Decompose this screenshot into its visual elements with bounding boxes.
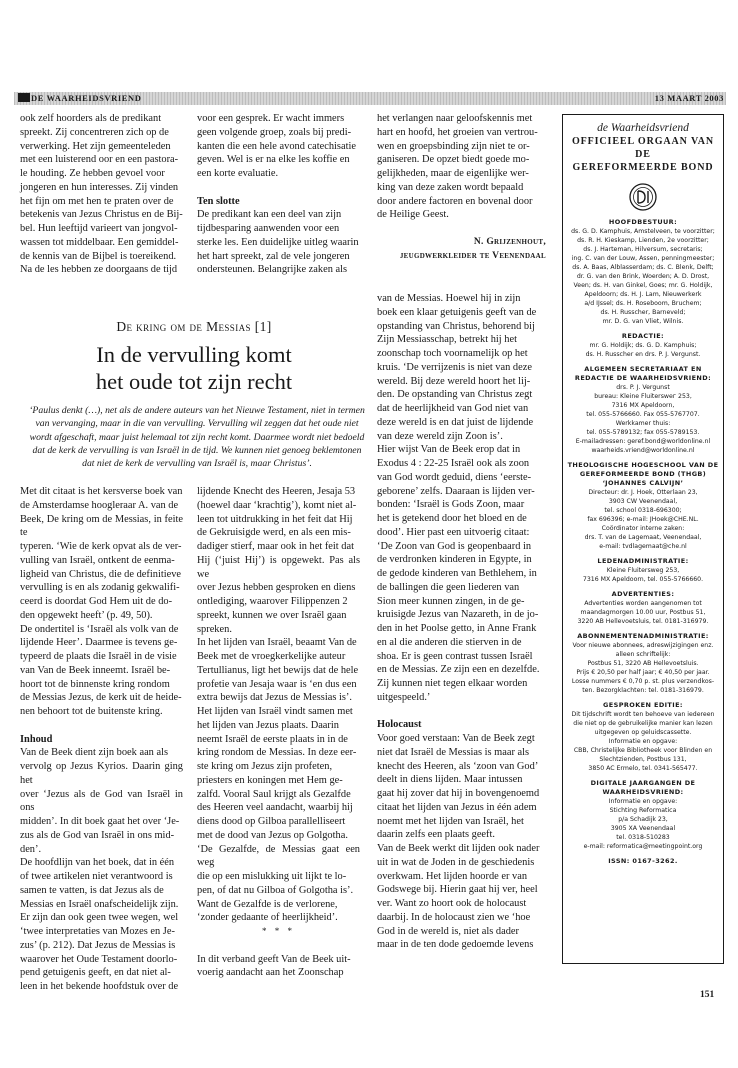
colophon-line: 3903 CW Veenendaal,	[608, 498, 678, 505]
author-role: jeugdwerkleider te Veenendaal	[399, 250, 546, 261]
text-line: In dit verband geeft Van de Beek uit-	[197, 953, 351, 965]
text-line: voor een gesprek. Er wacht immers	[197, 113, 345, 124]
text-line: van vervanging, maar in die van vervulling. Vervulling wil zeggen dat het oude niet	[35, 418, 359, 430]
text-line: zus’ (p. 212). Dat Jezus de Messias is	[20, 939, 176, 951]
colophon-line: fax 696396; e-mail: JHoek@CHE.NL.	[587, 516, 699, 523]
text-line: het is getekend door het bloed en de	[377, 513, 527, 524]
colophon-heading: ABONNEMENTENADMINISTRATIE:	[577, 632, 709, 640]
colophon-line: ten. Bezorgklachten: tel. 0181-316979.	[582, 687, 704, 694]
text-line: gaat hij zover dat hij in bovengenoemd	[377, 788, 540, 799]
text-line: Zij kunnen niet tegen elkaar worden	[377, 678, 528, 689]
text-line: hoort tot de binnenste kring rondom	[20, 678, 170, 690]
colophon-line: Slechtzienden, Postbus 131,	[599, 756, 687, 763]
text-line: opstanding van Christus, behorend bij	[377, 320, 535, 332]
text-line: God in de wereld is, niet als dader	[377, 925, 519, 937]
colophon-line: mr. D. G. van Vliet, Wilnis.	[602, 318, 684, 325]
text-line: Van de Beek dient zijn boek aan als	[20, 747, 169, 759]
text-line: de kennis van de Bijbel is toereikend.	[20, 250, 177, 262]
text-line: dat de heerlijkheid van God niet van	[377, 403, 529, 414]
colophon-line: ds. H. Russcher, Barneveld;	[600, 309, 686, 316]
text-line: extra bewijs dat Jezus de Messias is’.	[197, 692, 352, 704]
text-line: de Gekruisigde werd, en als een mis-	[197, 527, 351, 539]
text-line: geborene’ zelfs. Daaraan is lijden ver-	[377, 485, 535, 497]
colophon-line: tel. 0318-510283	[616, 834, 670, 841]
publication-name: DE WAARHEIDSVRIEND	[14, 92, 146, 105]
colophon-line: die niet op de gebruikelijke manier kan lezen	[573, 720, 713, 727]
text-line: deelt in diens lijden. Maar intussen	[377, 774, 523, 786]
text-line: ganiseren. De opzet biedt goede mo-	[377, 154, 530, 166]
text-line: of twee artikelen niet verantwoord is	[20, 871, 173, 882]
colophon-line: Voor nieuwe abonnees, adreswijzigingen enz.	[572, 642, 714, 649]
colophon-line: p/a Schadijk 23,	[618, 816, 668, 823]
text-line: door andere factoren en bovenal door	[377, 195, 533, 207]
publication-logo-icon	[18, 93, 30, 102]
section-divider: * * *	[262, 926, 295, 936]
text-line: hart en hoofd, het groeien van vertrou-	[377, 126, 538, 138]
text-line: wereld. Bij deze wereld hoort het lij-	[377, 375, 531, 387]
text-line: diens dood op Gilboa parallelliseert	[197, 816, 346, 827]
text-line: zoonschap toch voornamelijk op het	[377, 348, 528, 359]
text-line: dat de kerk de vervulling is van Israël in de tijd. We kunnen niet genoeg beklemtonen	[32, 444, 362, 456]
text-line: Beek met de vroegkerkelijke auteur	[197, 651, 346, 662]
text-line: maar in de ten dode gedoemde levens	[377, 939, 534, 951]
colophon-line: tel. 055-5766660. Fax 055-5767707.	[586, 411, 700, 418]
colophon-heading: GESPROKEN EDITIE:	[603, 701, 683, 709]
colophon-heading: THEOLOGISCHE HOGESCHOOL VAN DE GEREFORMEERDE BOND (THGB) ‘JOHANNES CALVIJN’	[567, 461, 719, 487]
text-line: waarover het Oude Testament doorlo-	[20, 953, 178, 965]
text-line: samen te vatten, is dat Jezus als de	[20, 884, 164, 896]
colophon-line: Kleine Fluitersweg 253,	[606, 567, 680, 574]
text-line: vervolg op Jezus Kyrios. Daarin ging het	[20, 761, 183, 786]
page-number: 151	[700, 990, 715, 1000]
text-line: kring rondom de Messias. In deze eer-	[197, 747, 357, 759]
colophon-heading: ISSN: 0167-3262.	[608, 857, 678, 865]
text-line: met een luisterend oor en een pastora-	[20, 154, 179, 166]
colophon-heading: ALGEMEEN SECRETARIAAT EN REDACTIE DE WAARHEIDSVRIEND:	[574, 365, 712, 382]
text-line: ‘De Zoon van God is geopenbaard in	[377, 540, 532, 552]
text-line: Met dit citaat is het kersverse boek van	[20, 486, 183, 497]
running-header	[14, 92, 726, 105]
colophon-line: drs. P. J. Vergunst	[616, 384, 670, 391]
text-line: (hoewel daar ‘krachtig’), komt niet al-	[197, 499, 357, 511]
column-1-body	[20, 485, 183, 994]
text-line: van Van de Beek inneemt. Israël be-	[20, 664, 171, 676]
text-line: den’.	[20, 843, 42, 855]
text-line: lijdende Heer’. Daarmee is tevens ge-	[20, 637, 178, 649]
text-line: ondersteunen. Belangrijke zaken als	[197, 264, 348, 276]
text-line: De ondertitel is ‘Israël als volk van de	[20, 623, 179, 635]
text-line: profetie van Jesaja waar is ‘en dus een	[197, 678, 357, 690]
text-line: noemt met het lijden van Israël, het	[377, 815, 524, 827]
text-line: verwerking. Het zijn gemeenteleden	[20, 140, 171, 152]
text-line: van deze wereld zijn Zoon is’.	[377, 430, 503, 442]
text-line: spreekt. Zij concentreren zich op de	[20, 126, 169, 138]
text-line: Sion meer kunnen zingen, in de ge-	[377, 595, 525, 607]
column-3-body	[377, 292, 546, 952]
text-line: ‘De Gezalfde, de Messias gaat een weg	[197, 843, 360, 869]
text-line: spreekt, kunnen we over Israël gaan	[197, 609, 347, 621]
colophon-line: alleen schriftelijk:	[615, 651, 671, 658]
text-line: en al die anderen die stierven in de	[377, 636, 522, 648]
colophon-line: Veen; ds. H. van Ginkel, Goes; mr. G. Holdijk,	[573, 282, 713, 289]
text-line: van de Messias. Hoewel hij in zijn	[377, 293, 521, 304]
colophon-line: Losse nummers € 0,70 p. st. plus verzendkos-	[571, 678, 715, 685]
text-line: jongeren en hun interesses. Zij vinden	[20, 181, 179, 193]
text-line: de verdronken kinderen in Egypte, in	[377, 554, 532, 566]
colophon-line: uitgegeven op geluidscassette.	[594, 729, 692, 736]
colophon-line: E-mailadressen: geref.bond@worldonline.nl	[575, 438, 711, 445]
text-line: vervulling is en als zodanig gekwalifi-	[20, 582, 180, 594]
text-line: Beek, De kring om de Messias, in feite te	[20, 513, 183, 539]
colophon-line: e-mail: reformatica@meetingpoint.org	[583, 843, 703, 850]
colophon-line: Werkkamer thuis:	[615, 420, 671, 427]
text-line: spreken.	[197, 623, 232, 635]
section-heading: Holocaust	[377, 719, 422, 731]
text-line: uit in wat de Joden in de geschiedenis	[377, 856, 535, 868]
text-line: ver. Want zo hoort ook de holocaust	[377, 898, 527, 909]
text-line: In het lijden van Israël, beaamt Van de	[197, 637, 357, 649]
text-line: kruisigde Jezus van Nazareth, in de jo-	[377, 609, 539, 621]
text-line: ‘zonder gedaante of heerlijkheid’.	[197, 912, 338, 924]
text-line: dat niet de kerk de vervulling van Israël is, maar Christus’.	[82, 458, 312, 470]
section-heading: Ten slotte	[197, 195, 240, 207]
colophon-line: Apeldoorn; ds. H. J. Lam, Nieuwerkerk	[584, 291, 702, 298]
text-line: bonden: ‘Israël is Gods Zoon, maar	[377, 499, 525, 511]
text-line: ste kring om Jezus zijn profeten,	[197, 761, 333, 772]
text-line: Hier wijst Van de Beek erop dat in	[377, 444, 521, 456]
colophon-line: ds. A. Baas, Alblasserdam; ds. C. Blenk, Delft;	[572, 264, 714, 271]
text-line: le houding. Ze hebben gevoel voor	[20, 168, 165, 179]
colophon-heading: HOOFDBESTUUR:	[608, 218, 678, 226]
colophon-line: maandagmorgen 10.00 uur, Postbus 51,	[580, 609, 706, 616]
text-line: Het lijden van Israël vindt samen met	[197, 706, 353, 717]
colophon-line: Postbus 51, 3220 AB Hellevoetsluis.	[587, 660, 699, 667]
colophon-line: ds. G. D. Kamphuis, Amstelveen, te voorzitter;	[571, 228, 715, 235]
colophon-heading: ADVERTENTIES:	[611, 590, 675, 598]
text-line: Na de les hebben ze doorgaans de tijd	[20, 264, 178, 276]
colophon-heading: LEDENADMINISTRATIE:	[597, 557, 689, 565]
text-line: Messias en Israël onafscheidelijk zijn.	[20, 898, 179, 910]
colophon-line: CBB, Christelijke Bibliotheek voor Blinden en	[573, 747, 713, 754]
colophon-subtitle: OFFICIEEL ORGAAN VAN DE GEREFORMEERDE BOND	[571, 136, 715, 173]
text-line: nen behoort tot de buitenste kring.	[20, 706, 163, 717]
text-line: zalfd. Vooral Saul krijgt als Gezalfde	[197, 788, 351, 800]
text-line: voerig aandacht aan het Zoonschap	[197, 967, 344, 979]
text-line: het lijden van Jezus plaats. Daarin	[197, 719, 339, 731]
colophon-line: Dit tijdschrift wordt ten behoeve van iedereen	[571, 711, 715, 718]
text-line: priesters en koningen met Hem ge-	[197, 774, 343, 786]
text-line: leen tot uitdrukking in het feit dat Hij	[197, 513, 353, 525]
text-line: kruis. ‘De verrijzenis is niet van deze	[377, 361, 532, 373]
text-line: het verlangen naar geloofskennis met	[377, 113, 533, 124]
text-line: de Amsterdamse hoogleraar A. van de	[20, 499, 179, 511]
text-line: over ‘Jezus als de God van Israël in ons	[20, 788, 183, 814]
colophon-line: 3220 AB Hellevoetsluis, tel. 0181-316979.	[577, 618, 709, 625]
colophon-line: bureau: Kleine Fluiterswег 253,	[594, 393, 692, 400]
text-line: geven. Wel is er na elke les koffie en	[197, 154, 350, 166]
colophon-sections	[566, 218, 720, 866]
text-line: den. De opstanding van Christus zegt	[377, 389, 533, 401]
colophon-line: Coördinator interne zaken:	[601, 525, 685, 532]
text-line: Van de Beek werkt dit lijden ook nader	[377, 843, 540, 854]
colophon-box	[562, 114, 724, 964]
text-line: wordt afgeschaft, maar juist helemaal tot zijn recht komt. Daarmee wordt niet bedoeld	[29, 431, 365, 443]
text-line: leen in het bekende hoofdstuk over de	[20, 981, 179, 992]
text-line: Zijn Messiasschap, betrekt hij het	[377, 334, 517, 346]
text-line: Er zijn dan ook geen twee wegen, wel	[20, 912, 179, 924]
text-line: overkwam. Het lijden hoorde er van	[377, 870, 528, 882]
text-line: sterke les. Een duidelijke uitleg waarin	[197, 236, 359, 248]
text-line: de ballingen die geen liederen van	[377, 581, 520, 593]
text-line: ‘Paulus denkt (…), net als de andere auteurs van het Nieuwe Testament, niet in termen	[29, 405, 365, 416]
text-line: ook zelf hoorders als de predikant	[20, 113, 162, 124]
text-line: knecht des Heeren, als ‘zoon van God’	[377, 760, 539, 772]
text-line: een korte evaluatie.	[197, 168, 279, 179]
text-line: lijdende Knecht des Heeren, Jesaja 53	[197, 486, 356, 497]
text-line: Godswege bij. Hierin gaat hij ver, heel	[377, 884, 538, 896]
text-line: vulling van Israël, ontkent de eenma-	[20, 554, 175, 566]
text-line: zus als de God van Israël in ons mid-	[20, 829, 175, 841]
text-line: pend getuigenis geeft, en dat niet al-	[20, 967, 171, 979]
text-line: ligheid van Christus, die de definitieve	[20, 568, 182, 580]
colophon-line: Informatie en opgave:	[608, 738, 678, 745]
text-line: des Heeren veel aandacht, waarbij hij	[197, 802, 353, 814]
text-line: ontlediging, waarover Filippenzen 2	[197, 596, 348, 607]
colophon-line: waarheids.vriend@worldonline.nl	[591, 447, 695, 454]
colophon-line: mr. G. Holdijk; ds. G. D. Kamphuis;	[589, 342, 697, 349]
text-line: geen volgende groep, zoals bij predi-	[197, 126, 352, 138]
colophon-line: a/d IJssel; ds. H. Roseboom, Bruchem;	[584, 300, 702, 307]
text-line: en de Messias. Ze zijn een en dezelfde.	[377, 664, 540, 676]
article-intro-quote	[14, 404, 380, 470]
colophon-line: Prijs € 20,50 per half jaar; € 40,50 per jaar.	[576, 669, 710, 676]
text-line: neemt Israël de eerste plaats in in de	[197, 733, 348, 745]
colophon-line: ds. J. Harteman, Hilversum, secretaris;	[583, 246, 703, 253]
text-line: die op een mislukking uit lijkt te lo-	[197, 871, 347, 882]
text-line: betekenis van Jezus Christus en de Bij-	[20, 209, 183, 221]
colophon-line: drs. T. van de Lagemaat, Veenendaal,	[584, 534, 702, 541]
text-line: typeren. ‘Wie de kerk opvat als de ver-	[20, 541, 182, 552]
text-line: ‘twee interpretaties van Mozes en Je-	[20, 926, 175, 937]
text-line: Voor goed verstaan: Van de Beek zegt	[377, 733, 535, 744]
text-line: midden’. In dit boek gaat het over ‘Je-	[20, 816, 180, 827]
article-kicker: De kring om de Messias [1]	[116, 319, 272, 334]
column-3-top	[377, 112, 546, 263]
text-line: typeerd de plaats die Israël in de visie	[20, 651, 177, 662]
text-line: Want de Gezalfde is de verlorene,	[197, 898, 338, 910]
colophon-line: ds. R. H. Kieskamp, Lienden, 2e voorzitter;	[577, 237, 709, 244]
text-line: kanten die een hele avond catechisatie	[197, 140, 356, 152]
text-line: den in het Poolse getto, in Anne Frank	[377, 623, 537, 634]
colophon-line: ds. H. Russcher en drs. P. J. Vergunst.	[585, 351, 701, 358]
text-line: van God wordt geduid, diens ‘eerste-	[377, 471, 532, 483]
text-line: ceerd is doordat God Hem uit de do-	[20, 596, 173, 607]
text-line: wen en groepsbinding zijn niet te or-	[377, 140, 530, 152]
text-line: met de dood van Jezus op Golgotha.	[197, 829, 348, 841]
text-line: king van deze zaken wordt bepaald	[377, 181, 524, 193]
section-heading: Inhoud	[20, 733, 53, 745]
text-line: niet dat Israël de Messias is maar als	[377, 746, 530, 758]
colophon-line: 7316 MX Apeldoorn, tel. 055-5766660.	[582, 576, 704, 583]
text-line: Hij (‘juist Hij’) is opgewekt. Pas als we	[197, 554, 360, 580]
text-line: den opgewekt heeft’ (p. 49, 50).	[20, 609, 153, 621]
colophon-line: dr. G. van den Brink, Woerden; A. D. Drost,	[576, 273, 710, 280]
text-line: boek een klaar getuigenis geeft van de	[377, 306, 537, 318]
column-1-top	[20, 112, 183, 277]
text-line: tijdbesparing aanwenden voor een	[197, 223, 340, 234]
colophon-line: 3905 XA Veenendaal	[610, 825, 676, 832]
text-line: de Heilige Geest.	[377, 209, 449, 221]
column-2-body	[197, 485, 360, 980]
text-line: daarbij. In de holocaust zien we ‘hoe	[377, 911, 531, 923]
colophon-line: ing. C. van der Louw, Assen, penningmeester;	[571, 255, 715, 262]
article-title: In de vervulling komt het oude tot zijn recht	[95, 342, 293, 394]
text-line: De hoofdlijn van het boek, dat in één	[20, 857, 175, 869]
colophon-line: Directeur: dr. J. Hoek, Otterlaan 23,	[588, 489, 698, 496]
text-line: over Jezus hebben gesproken en diens	[197, 582, 356, 594]
colophon-title: de Waarheidsvriend	[597, 122, 689, 134]
author-name: N. Grijzenhout,	[473, 236, 546, 247]
text-line: De predikant kan een deel van zijn	[197, 209, 342, 221]
text-line: uitgespeeld.’	[377, 691, 431, 703]
text-line: wassen tot middelbaar. Een gemiddel-	[20, 236, 179, 248]
issue-date: 13 MAART 2003	[654, 93, 724, 103]
text-line: citaat het lijden van Jezus in één adem	[377, 801, 537, 813]
colophon-line: tel. 055-5789132; fax 055-5789153.	[586, 429, 700, 436]
colophon-line: Informatie en opgave:	[608, 798, 678, 805]
text-line: de Messias Jezus, de kerk uit de heide-	[20, 692, 182, 704]
colophon-line: Advertenties worden aangenomen tot	[584, 600, 702, 607]
text-line: het fijn om met hen te praten over de	[20, 195, 174, 207]
text-line: pen, of dat nu Gilboa of Golgotha is’.	[197, 884, 354, 896]
colophon-line: e-mail: tvdlagemaat@che.nl	[599, 543, 687, 550]
colophon-line: tel. school 0318-696300;	[604, 507, 682, 514]
text-line: de gedode kinderen van Bethlehem, in	[377, 568, 537, 579]
text-line: gelijkheden, maar de eigenlijke wer-	[377, 168, 529, 179]
text-line: dadiger stierf, maar ook in het feit dat	[197, 541, 354, 552]
bond-emblem-icon	[629, 183, 657, 211]
colophon-heading: REDACTIE:	[621, 332, 665, 340]
colophon-line: 3850 AC Ermelo, tel. 0341-565477.	[588, 765, 698, 772]
colophon-line: Stichting Reformatica	[609, 807, 677, 814]
text-line: daarin zelfs een plaats geeft.	[377, 829, 495, 841]
colophon-line: 7316 MX Apeldoorn,	[611, 402, 675, 409]
text-line: Tertullianus, ligt het bewijs dat de hele	[197, 664, 359, 676]
text-line: Exodus 4 : 22-25 Israël ook als zoon	[377, 458, 530, 469]
text-line: bel. Hun leeftijd varieert van jongvol-	[20, 223, 178, 234]
text-line: het hart spreekt, zal de vele jongeren	[197, 250, 350, 262]
text-line: shoa. Er is geen contrast tussen Israël	[377, 650, 533, 662]
text-line: dood’. Hier past een uitvoerig citaat:	[377, 526, 530, 538]
colophon-heading: DIGITALE JAARGANGEN DE WAARHEIDSVRIEND:	[590, 779, 696, 796]
text-line: deze wereld is en dat juist de lijdende	[377, 416, 534, 428]
column-2-top	[197, 112, 360, 277]
